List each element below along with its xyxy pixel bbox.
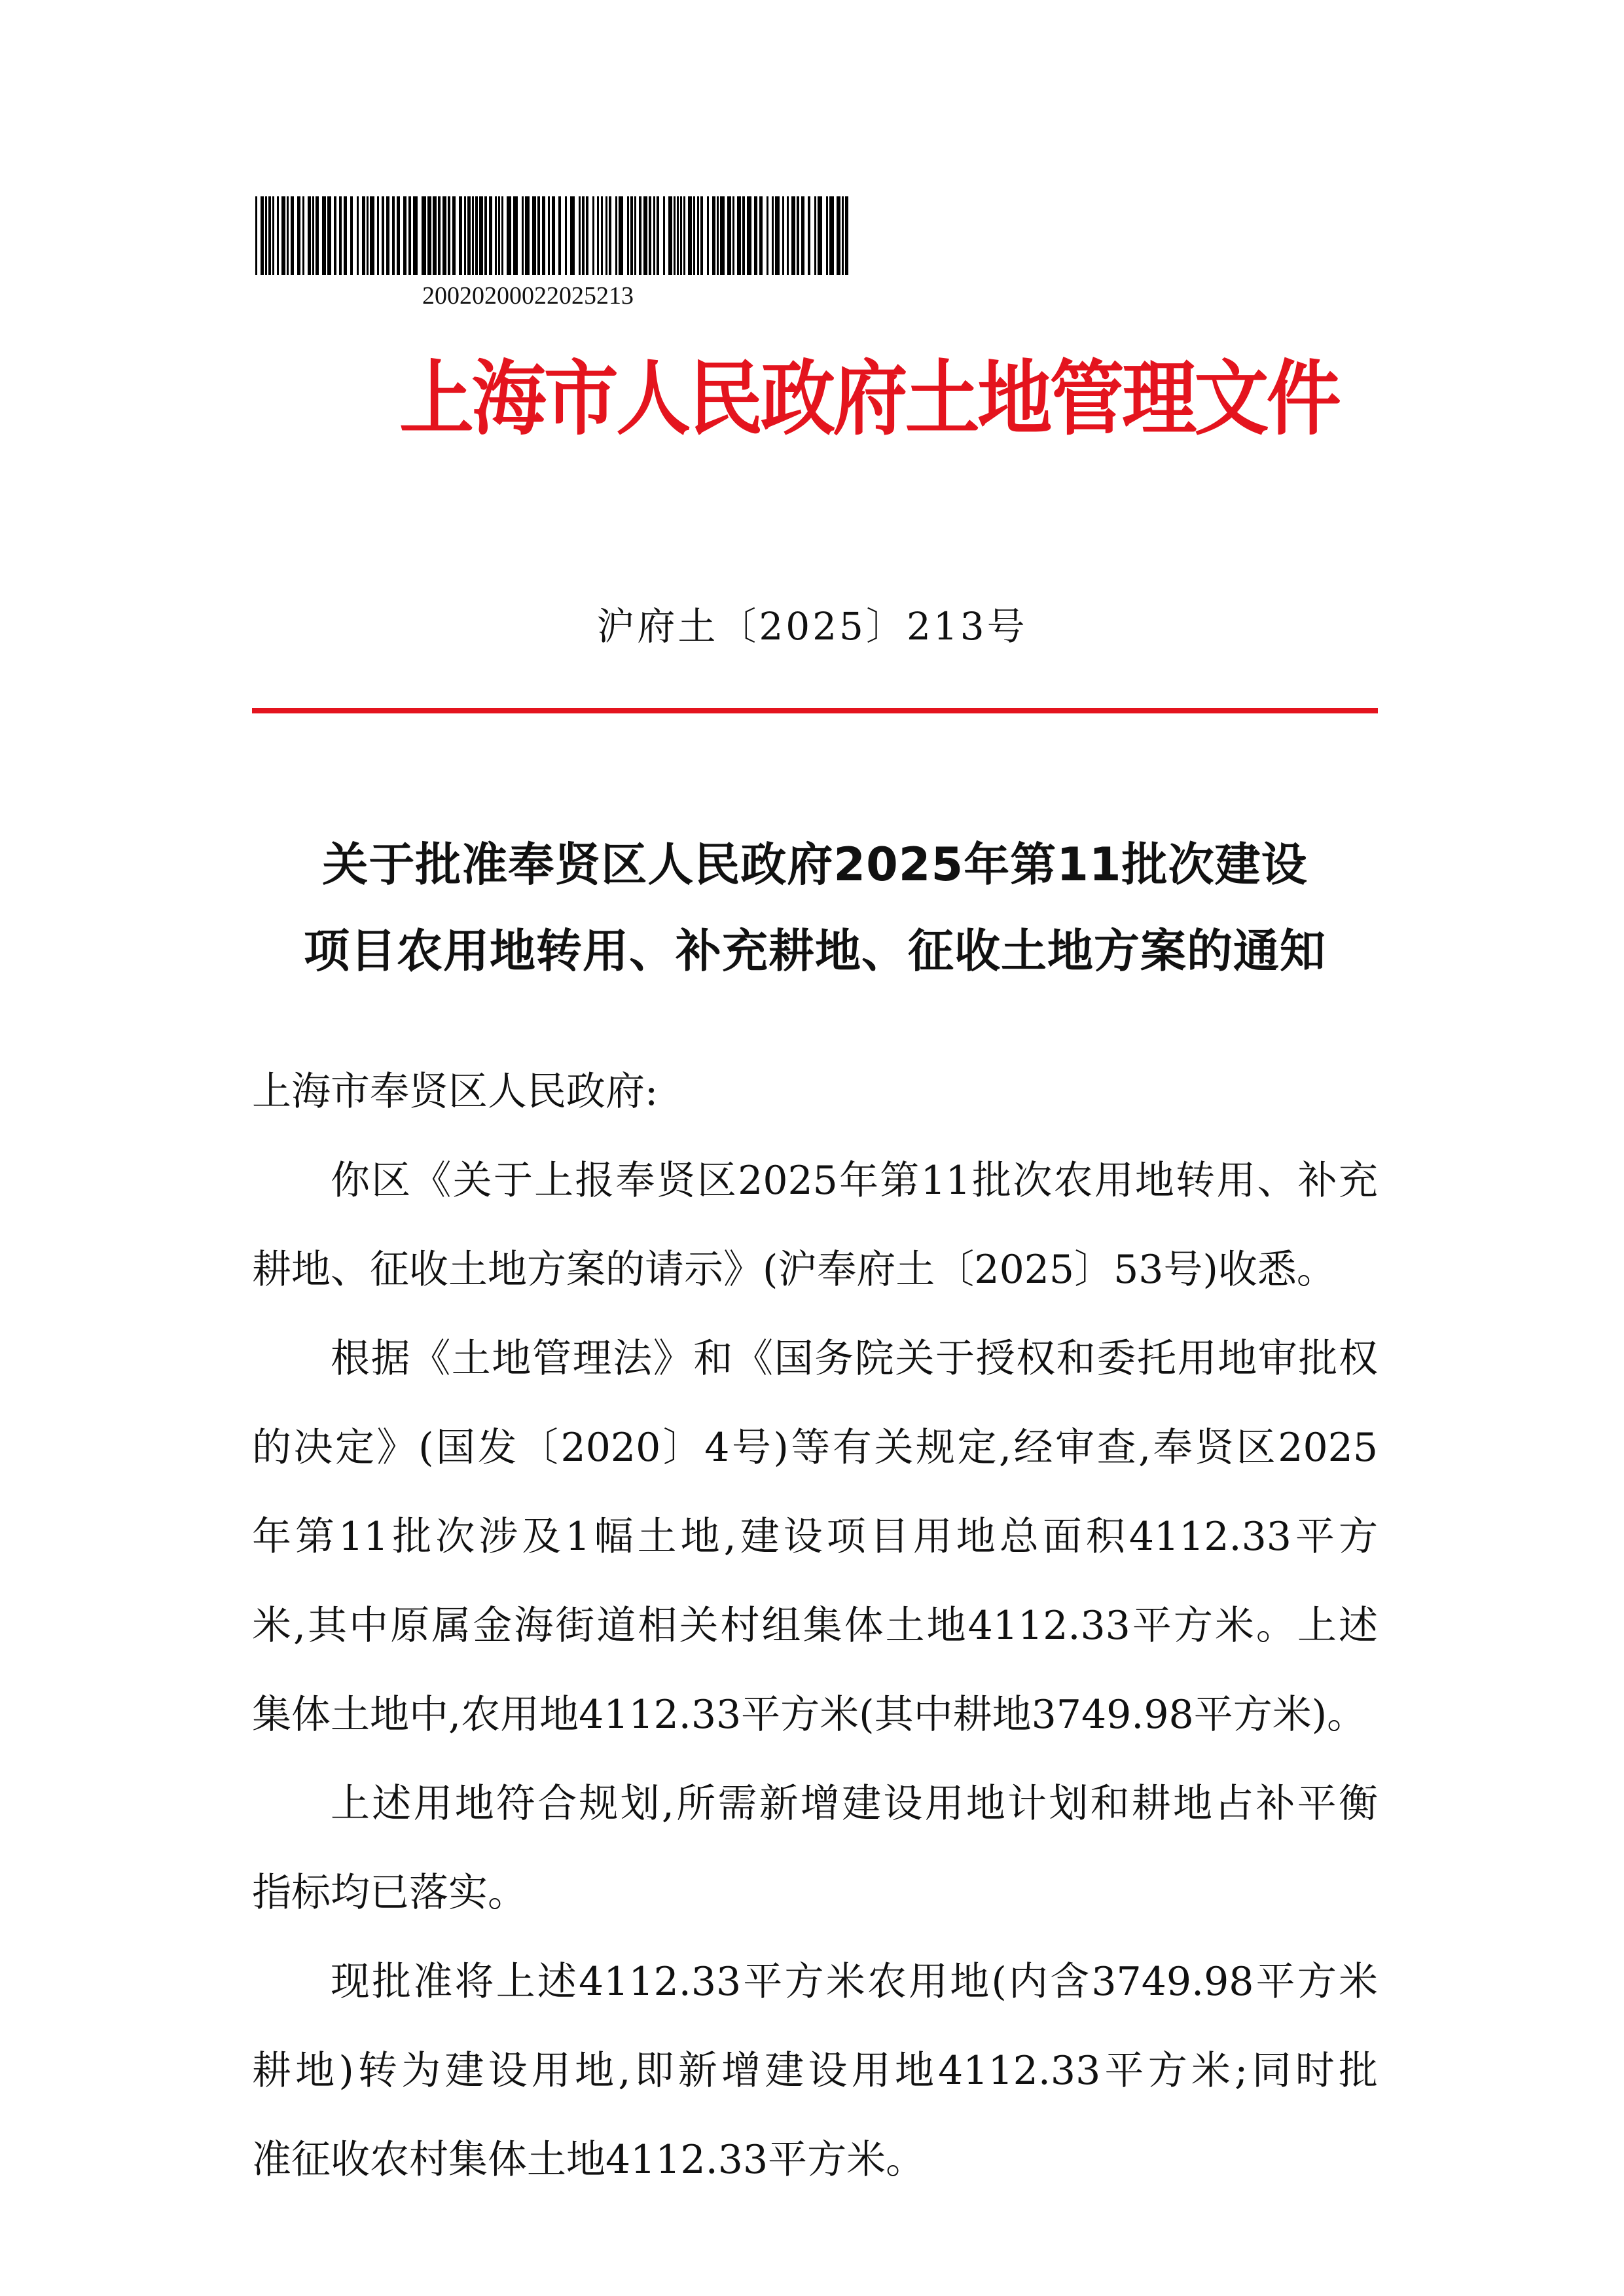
- document-number: 沪府土〔2025〕213号: [596, 604, 1028, 649]
- paragraph-4-line-2: 耕地)转为建设用地,即新增建设用地4112.33平方米;同时批: [252, 2048, 1378, 2094]
- paragraph-1-line-1: 你区《关于上报奉贤区2025年第11批次农用地转用、补充: [331, 1158, 1378, 1204]
- document-title: [252, 821, 1378, 994]
- paragraph-2-line-5: 集体土地中,农用地4112.33平方米(其中耕地3749.98平方米)。: [252, 1692, 1367, 1738]
- paragraph-4-line-1: 现批准将上述4112.33平方米农用地(内含3749.98平方米: [331, 1959, 1378, 2005]
- barcode-number: 20020200022025213: [422, 282, 634, 310]
- paragraph-1-line-2: 耕地、征收土地方案的请示》(沪奉府土〔2025〕53号)收悉。: [252, 1247, 1336, 1293]
- document-body: [252, 1047, 1378, 2204]
- paragraph-2-line-1: 根据《土地管理法》和《国务院关于授权和委托用地审批权: [331, 1336, 1378, 1382]
- salutation: 上海市奉贤区人民政府:: [252, 1069, 659, 1115]
- paragraph-3-line-1: 上述用地符合规划,所需新增建设用地计划和耕地占补平衡: [331, 1781, 1378, 1827]
- paragraph-4-line-3: 准征收农村集体土地4112.33平方米。: [252, 2137, 926, 2183]
- paragraph-3-line-2: 指标均已落实。: [252, 1870, 527, 1916]
- red-divider-line: [252, 708, 1378, 713]
- paragraph-2-line-4: 米,其中原属金海街道相关村组集体土地4112.33平方米。上述: [252, 1603, 1378, 1649]
- barcode: [255, 196, 857, 275]
- document-title-line-1: 关于批准奉贤区人民政府2025年第11批次建设: [322, 838, 1308, 891]
- paragraph-2-line-3: 年第11批次涉及1幅土地,建设项目用地总面积4112.33平方: [252, 1514, 1378, 1560]
- issuer-title: 上海市人民政府土地管理文件: [399, 351, 1339, 446]
- paragraph-2-line-2: 的决定》(国发〔2020〕4号)等有关规定,经审查,奉贤区2025: [252, 1425, 1378, 1471]
- document-title-line-2: 项目农用地转用、补充耕地、征收土地方案的通知: [304, 924, 1326, 978]
